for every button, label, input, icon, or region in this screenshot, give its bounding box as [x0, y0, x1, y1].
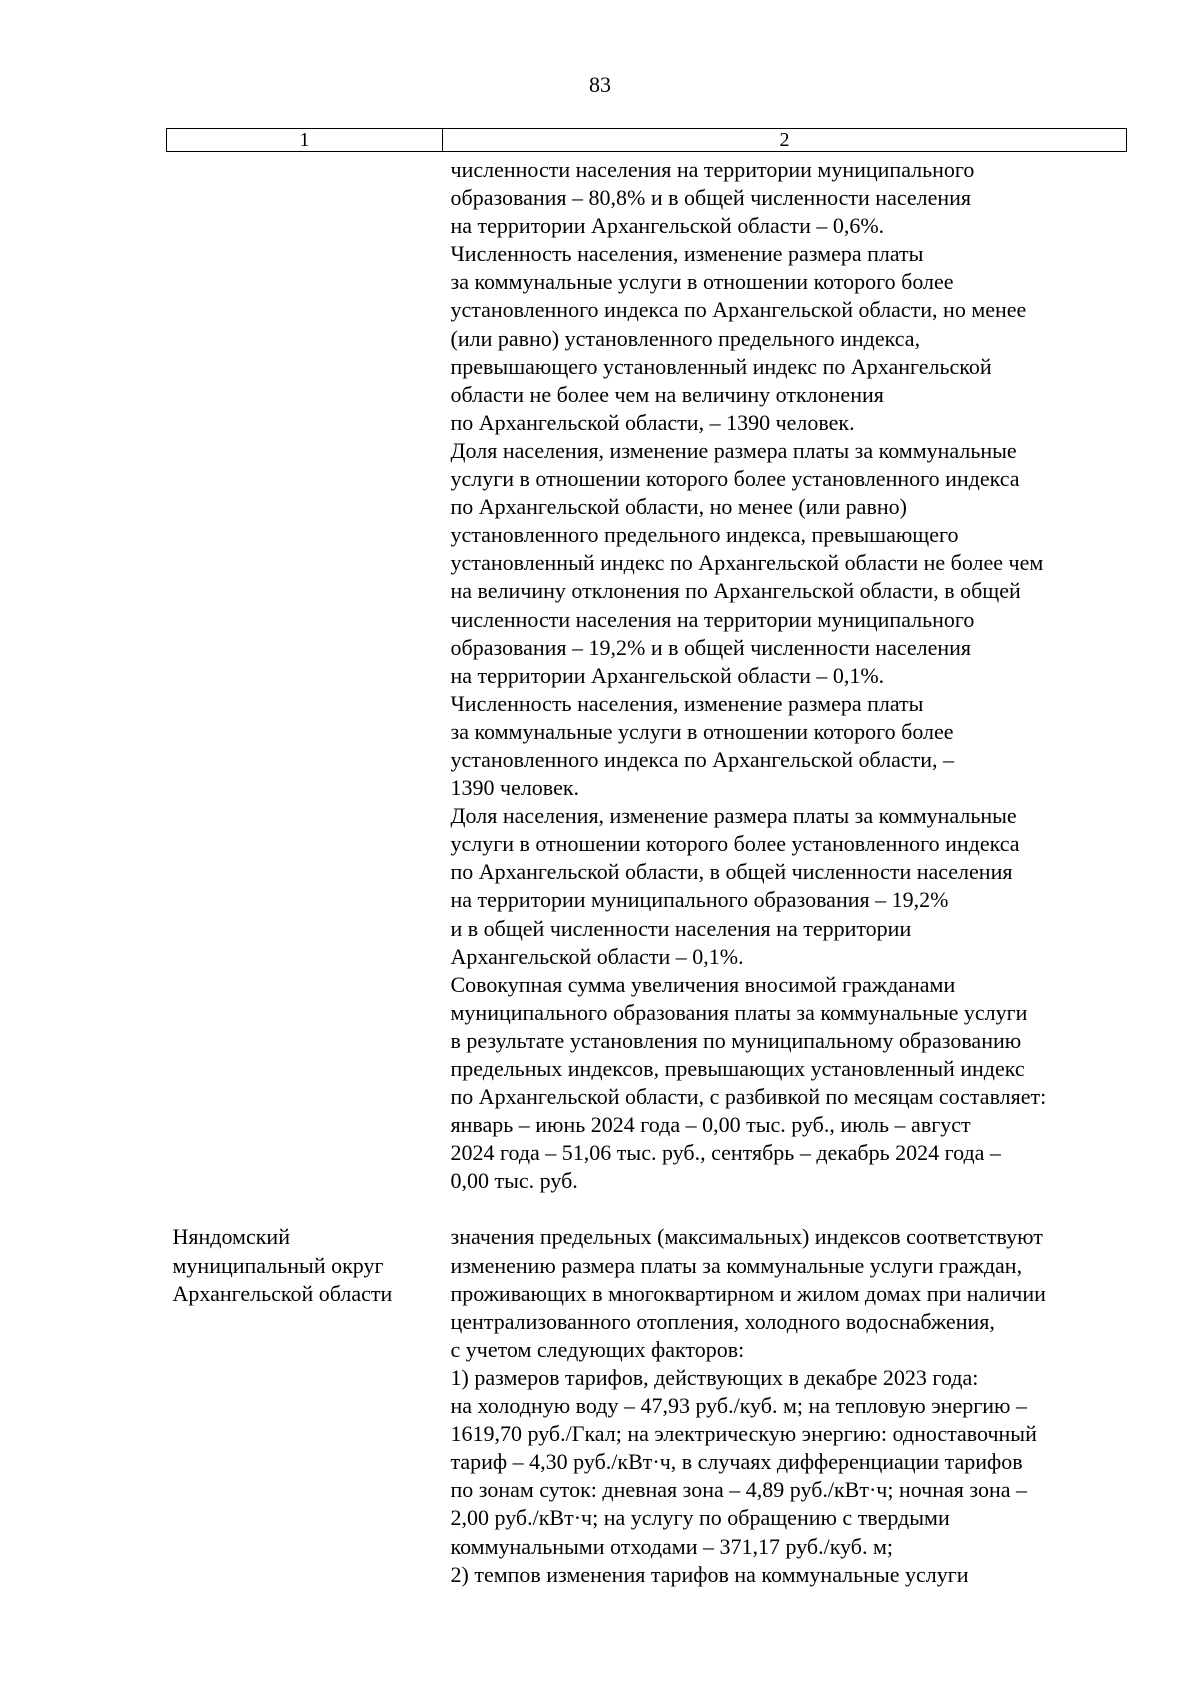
- municipality-name-line: Архангельской области: [172, 1280, 393, 1306]
- text-line: Численность населения, изменение размера платы: [450, 241, 924, 267]
- text-line: (или равно) установленного предельного индекса,: [450, 325, 921, 351]
- text-line: проживающих в многоквартирном и жилом домах при наличии: [450, 1280, 1046, 1306]
- text-line: 2024 года – 51,06 тыс. руб., сентябрь – декабрь 2024 года –: [450, 1140, 1001, 1166]
- column-header-2: 2: [443, 129, 1127, 152]
- description-cell: [443, 1195, 1127, 1588]
- text-line: на территории Архангельской области – 0,1%.: [450, 662, 885, 688]
- text-line: по Архангельской области, в общей численности населения: [450, 859, 1013, 885]
- text-line: на величину отклонения по Архангельской области, в общей: [450, 578, 1021, 604]
- text-line: 2) темпов изменения тарифов на коммунальные услуги: [450, 1561, 969, 1587]
- table-row: [167, 152, 1127, 1196]
- text-line: по Архангельской области, – 1390 человек.: [450, 409, 855, 435]
- tariff-table: [166, 128, 1127, 1589]
- text-line: численности населения на территории муниципального: [450, 157, 975, 182]
- text-line: по Архангельской области, но менее (или равно): [450, 494, 907, 520]
- text-line: 2,00 руб./кВт·ч; на услугу по обращению с твердыми: [450, 1505, 950, 1531]
- text-line: и в общей численности населения на территории: [450, 915, 912, 941]
- text-line: 1390 человек.: [450, 775, 580, 801]
- text-line: 1) размеров тарифов, действующих в декабре 2023 года:: [450, 1364, 979, 1390]
- page-number: 83: [589, 72, 611, 97]
- text-line: установленный индекс по Архангельской области не более чем: [450, 550, 1044, 576]
- table-row: [167, 1195, 1127, 1588]
- municipality-cell: [167, 1195, 443, 1588]
- text-line: Архангельской области – 0,1%.: [450, 943, 744, 969]
- text-line: тариф – 4,30 руб./кВт·ч, в случаях дифференциации тарифов: [450, 1449, 1023, 1475]
- text-line: услуги в отношении которого более установленного индекса: [450, 831, 1020, 857]
- text-line: установленного индекса по Архангельской области, –: [450, 746, 955, 772]
- text-line: централизованного отопления, холодного водоснабжения,: [450, 1308, 995, 1334]
- text-line: установленного предельного индекса, превышающего: [450, 522, 959, 548]
- text-line: в результате установления по муниципальному образованию: [450, 1027, 1022, 1053]
- text-line: установленного индекса по Архангельской области, но менее: [450, 297, 1027, 323]
- text-line: изменению размера платы за коммунальные услуги граждан,: [450, 1252, 1023, 1278]
- text-line: превышающего установленный индекс по Архангельской: [450, 353, 992, 379]
- text-line: на территории муниципального образования – 19,2%: [450, 887, 949, 913]
- text-line: за коммунальные услуги в отношении которого более: [450, 269, 954, 295]
- text-line: муниципального образования платы за коммунальные услуги: [450, 999, 1028, 1025]
- text-line: январь – июнь 2024 года – 0,00 тыс. руб., июль – август: [450, 1112, 971, 1138]
- text-line: по Архангельской области, с разбивкой по месяцам составляет:: [450, 1084, 1047, 1110]
- description-cell: [443, 152, 1127, 1196]
- text-line: 1619,70 руб./Гкал; на электрическую энергию: одноставочный: [450, 1421, 1037, 1447]
- text-line: значения предельных (максимальных) индексов соответствуют: [450, 1224, 1043, 1250]
- text-line: области не более чем на величину отклонения: [450, 381, 884, 407]
- text-line: коммунальными отходами – 371,17 руб./куб. м;: [450, 1533, 894, 1559]
- text-line: на холодную воду – 47,93 руб./куб. м; на тепловую энергию –: [450, 1393, 1027, 1419]
- text-line: предельных индексов, превышающих установленный индекс: [450, 1056, 1025, 1081]
- municipality-name-line: муниципальный округ: [172, 1252, 384, 1278]
- text-line: Совокупная сумма увеличения вносимой гражданами: [450, 971, 956, 997]
- column-header-1: 1: [167, 129, 443, 152]
- text-line: за коммунальные услуги в отношении которого более: [450, 718, 954, 744]
- table-header-row: [167, 129, 1127, 152]
- text-line: образования – 19,2% и в общей численности населения: [450, 634, 972, 660]
- text-line: образования – 80,8% и в общей численности населения: [450, 185, 972, 211]
- text-line: по зонам суток: дневная зона – 4,89 руб./кВт·ч; ночная зона –: [450, 1477, 1028, 1503]
- text-line: услуги в отношении которого более установленного индекса: [450, 466, 1020, 492]
- text-line: Доля населения, изменение размера платы за коммунальные: [450, 803, 1017, 829]
- text-line: Доля населения, изменение размера платы за коммунальные: [450, 437, 1017, 463]
- text-line: Численность населения, изменение размера платы: [450, 690, 924, 716]
- municipality-name-line: Няндомский: [172, 1224, 290, 1250]
- text-line: с учетом следующих факторов:: [450, 1336, 745, 1362]
- text-line: на территории Архангельской области – 0,6%.: [450, 213, 885, 239]
- text-line: численности населения на территории муниципального: [450, 606, 975, 632]
- text-line: 0,00 тыс. руб.: [450, 1168, 578, 1194]
- municipality-cell: [167, 152, 443, 1196]
